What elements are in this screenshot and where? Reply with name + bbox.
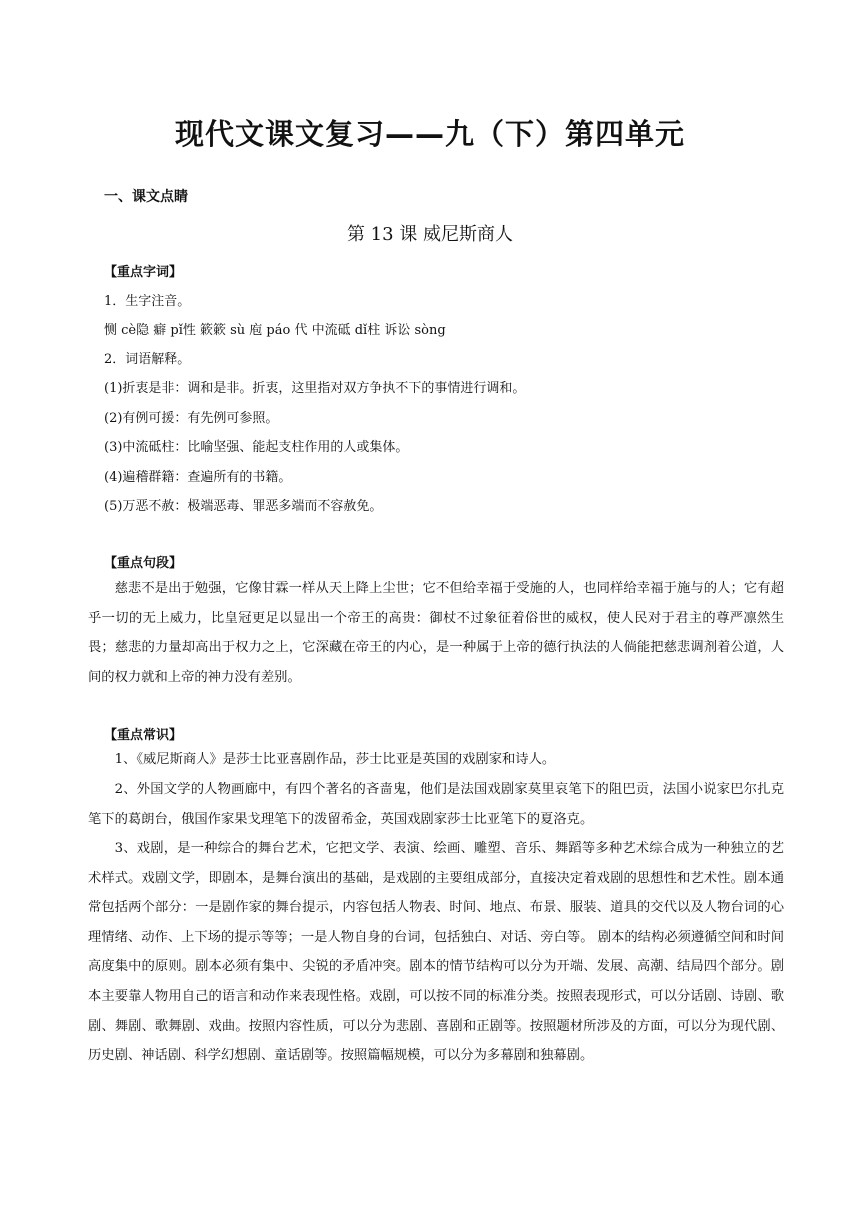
definition-item: (2)有例可援：有先例可参照。 bbox=[104, 411, 279, 426]
knowledge-item: 3、戏剧，是一种综合的舞台艺术，它把文学、表演、绘画、雕塑、音乐、舞蹈等多种艺术综合成为一种独立的艺术样式。戏剧文学，即剧本，是舞台演出的基础，是戏剧的主要组成部分，直接决定着戏剧的思想性和艺术性。剧本通常包括两个部分：一是剧作家的舞台提示，内容包括人物表、时间、地点、布景、服装、道具的交代以及人物台词的心理情绪、动作、上下场的提示等等；一是人物自身的台词，包括独白、对话、旁白等。 剧本的结构必须遵循空间和时间高度集中的原则。剧本必须有集中、尖锐的矛盾冲突。剧本的情节结构可以分为开端、发展、高潮、结局四个部分。剧本主要靠人物用自己的语言和动作来表现性格。戏剧，可以按不同的标准分类。按照表现形式，可以分话剧、诗剧、歌剧、舞剧、歌舞剧、戏曲。按照内容性质，可以分为悲剧、喜剧和正剧等。按照题材所涉及的方面，可以分为现代剧、历史剧、神话剧、科学幻想剧、童话剧等。按照篇幅规模，可以分为多幕剧和独幕剧。 bbox=[88, 841, 784, 1064]
pronunciation-heading: 1．生字注音。 bbox=[104, 294, 191, 309]
key-knowledge-label: 【重点常识】 bbox=[104, 728, 183, 743]
key-passage-label: 【重点句段】 bbox=[104, 556, 183, 571]
knowledge-item: 2、外国文学的人物画廊中，有四个著名的吝啬鬼，他们是法国戏剧家莫里哀笔下的阻巴贡，法国小说家巴尔扎克笔下的葛朗台，俄国作家果戈理笔下的泼留希金，英国戏剧家莎士比亚笔下的夏洛克。 bbox=[88, 782, 784, 827]
pronunciation-list: 恻 cè隐 癖 pǐ性 簌簌 sù 庖 páo 代 中流砥 dǐ柱 诉讼 sòng bbox=[104, 323, 446, 338]
definition-item: (3)中流砥柱：比喻坚强、能起支柱作用的人或集体。 bbox=[104, 440, 409, 455]
definition-item: (5)万恶不赦：极端恶毒、罪恶多端而不容赦免。 bbox=[104, 499, 383, 514]
page-title: 现代文课文复习——九（下）第四单元 bbox=[174, 117, 685, 151]
definition-item: (1)折衷是非：调和是非。折衷，这里指对双方争执不下的事情进行调和。 bbox=[104, 381, 526, 396]
definitions-heading: 2．词语解释。 bbox=[104, 352, 191, 367]
lesson-title: 第 13 课 威尼斯商人 bbox=[346, 224, 514, 245]
key-words-label: 【重点字词】 bbox=[104, 265, 183, 280]
definition-item: (4)遍稽群籍：查遍所有的书籍。 bbox=[104, 470, 292, 485]
key-passage-text: 慈悲不是出于勉强，它像甘霖一样从天上降上尘世；它不但给幸福于受施的人，也同样给幸福于施与的人；它有超乎一切的无上威力，比皇冠更足以显出一个帝王的高贵：御杖不过象征着俗世的威权，使人民对于君主的尊严凛然生畏；慈悲的力量却高出于权力之上，它深藏在帝王的内心，是一种属于上帝的德行执法的人倘能把慈悲调剂着公道，人间的权力就和上帝的神力没有差别。 bbox=[88, 581, 784, 685]
section-heading: 一、课文点睛 bbox=[104, 189, 188, 205]
knowledge-item: 1、《威尼斯商人》是莎士比亚喜剧作品，莎士比亚是英国的戏剧家和诗人。 bbox=[114, 752, 556, 767]
